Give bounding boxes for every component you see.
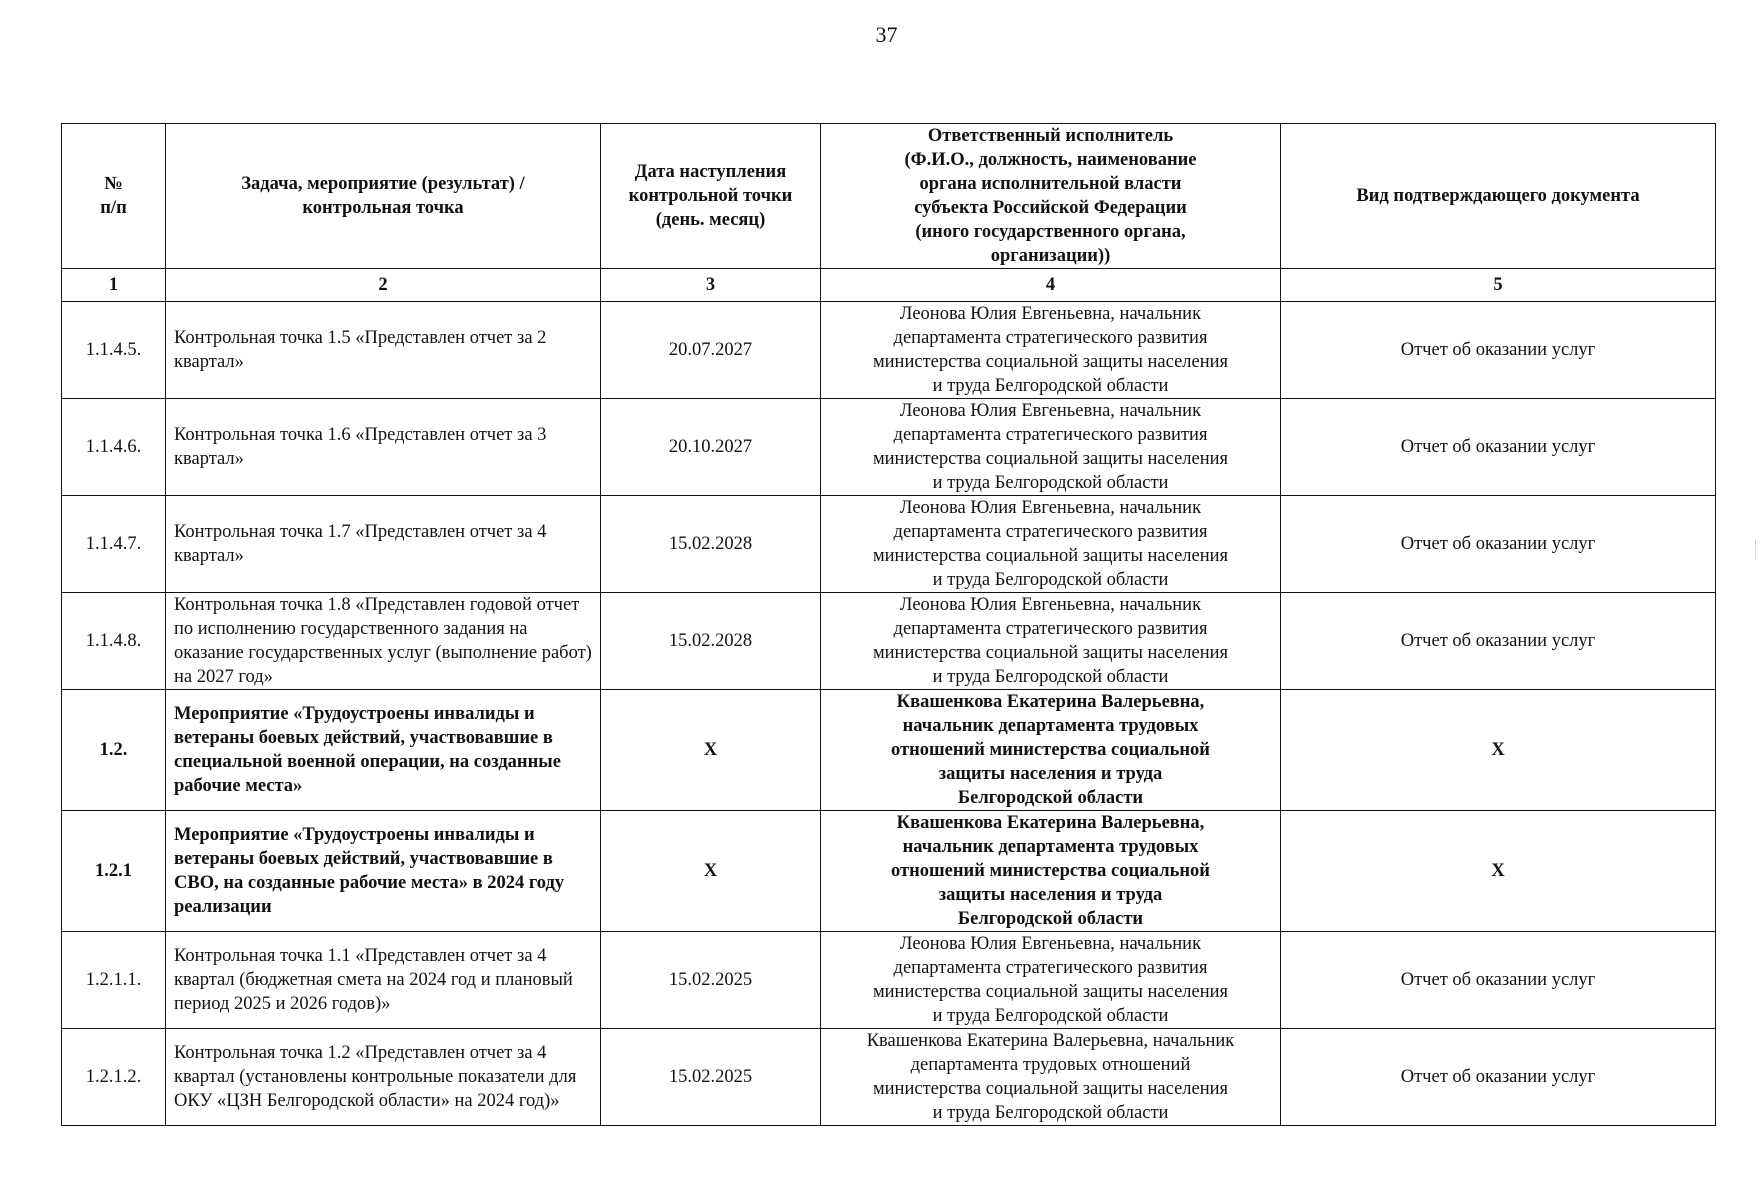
table-row: [62, 593, 1716, 690]
row-task: Мероприятие «Трудоустроены инвалиды и ветераны боевых действий, участвовавшие в СВО, на созданные рабочие места» в 2024 году реализации: [166, 811, 601, 932]
row-document: Отчет об оказании услуг: [1281, 496, 1716, 593]
table-header-row: [62, 124, 1716, 269]
row-document: Отчет об оказании услуг: [1281, 932, 1716, 1029]
table-row: [62, 690, 1716, 811]
row-number: 1.1.4.6.: [62, 399, 166, 496]
row-number: 1.1.4.7.: [62, 496, 166, 593]
table-row: [62, 1029, 1716, 1126]
row-date: 15.02.2028: [601, 496, 821, 593]
row-task: Контрольная точка 1.8 «Представлен годовой отчет по исполнению государственного задания на оказание государственных услуг (выполнение работ) на 2027 год»: [166, 593, 601, 690]
row-executor: Леонова Юлия Евгеньевна, начальник департамента стратегического развития министерства социальной защиты населения и труда Белгородской области: [821, 496, 1281, 593]
column-number: 4: [821, 269, 1281, 302]
row-task: Контрольная точка 1.1 «Представлен отчет за 4 квартал (бюджетная смета на 2024 год и плановый период 2025 и 2026 годов)»: [166, 932, 601, 1029]
header-number: № п/п: [62, 124, 166, 269]
row-task: Контрольная точка 1.6 «Представлен отчет за 3 квартал»: [166, 399, 601, 496]
control-points-table: [61, 123, 1716, 1126]
row-date: X: [601, 690, 821, 811]
header-date: Дата наступления контрольной точки (день. месяц): [601, 124, 821, 269]
row-number: 1.2.1.2.: [62, 1029, 166, 1126]
column-number: 3: [601, 269, 821, 302]
table-row: [62, 302, 1716, 399]
row-date: 15.02.2028: [601, 593, 821, 690]
row-document: Отчет об оказании услуг: [1281, 302, 1716, 399]
row-number: 1.1.4.5.: [62, 302, 166, 399]
row-document: Отчет об оказании услуг: [1281, 1029, 1716, 1126]
column-number: 5: [1281, 269, 1716, 302]
row-number: 1.2.: [62, 690, 166, 811]
row-executor: Леонова Юлия Евгеньевна, начальник департамента стратегического развития министерства социальной защиты населения и труда Белгородской области: [821, 302, 1281, 399]
row-number: 1.1.4.8.: [62, 593, 166, 690]
row-date: 20.10.2027: [601, 399, 821, 496]
row-number: 1.2.1.1.: [62, 932, 166, 1029]
row-date: X: [601, 811, 821, 932]
row-executor: Квашенкова Екатерина Валерьевна, начальник департамента трудовых отношений министерства социальной защиты населения и труда Белгородской области: [821, 690, 1281, 811]
row-executor: Леонова Юлия Евгеньевна, начальник департамента стратегического развития министерства социальной защиты населения и труда Белгородской области: [821, 399, 1281, 496]
row-document: X: [1281, 690, 1716, 811]
header-document: Вид подтверждающего документа: [1281, 124, 1716, 269]
row-date: 15.02.2025: [601, 932, 821, 1029]
page-number: 37: [875, 22, 898, 47]
row-task: Контрольная точка 1.7 «Представлен отчет за 4 квартал»: [166, 496, 601, 593]
row-number: 1.2.1: [62, 811, 166, 932]
row-date: 15.02.2025: [601, 1029, 821, 1126]
row-task: Мероприятие «Трудоустроены инвалиды и ветераны боевых действий, участвовавшие в специальной военной операции, на созданные рабочие места»: [166, 690, 601, 811]
row-document: X: [1281, 811, 1716, 932]
header-task: Задача, мероприятие (результат) / контрольная точка: [166, 124, 601, 269]
table-row: [62, 496, 1716, 593]
row-executor: Леонова Юлия Евгеньевна, начальник департамента стратегического развития министерства социальной защиты населения и труда Белгородской области: [821, 932, 1281, 1029]
row-document: Отчет об оказании услуг: [1281, 593, 1716, 690]
row-task: Контрольная точка 1.2 «Представлен отчет за 4 квартал (установлены контрольные показатели для ОКУ «ЦЗН Белгородской области» на 2024 год)»: [166, 1029, 601, 1126]
table-row: [62, 811, 1716, 932]
column-numbers-row: [62, 269, 1716, 302]
row-executor: Квашенкова Екатерина Валерьевна, начальник департамента трудовых отношений министерства социальной защиты населения и труда Белгородской области: [821, 1029, 1281, 1126]
row-executor: Леонова Юлия Евгеньевна, начальник департамента стратегического развития министерства социальной защиты населения и труда Белгородской области: [821, 593, 1281, 690]
table-row: [62, 932, 1716, 1029]
row-task: Контрольная точка 1.5 «Представлен отчет за 2 квартал»: [166, 302, 601, 399]
column-number: 2: [166, 269, 601, 302]
column-number: 1: [62, 269, 166, 302]
row-executor: Квашенкова Екатерина Валерьевна, начальник департамента трудовых отношений министерства социальной защиты населения и труда Белгородской области: [821, 811, 1281, 932]
header-executor: Ответственный исполнитель (Ф.И.О., должность, наименование органа исполнительной власти субъекта Российской Федерации (иного государственного органа, организации)): [821, 124, 1281, 269]
scan-artifact: [1755, 540, 1760, 560]
table-row: [62, 399, 1716, 496]
row-date: 20.07.2027: [601, 302, 821, 399]
row-document: Отчет об оказании услуг: [1281, 399, 1716, 496]
